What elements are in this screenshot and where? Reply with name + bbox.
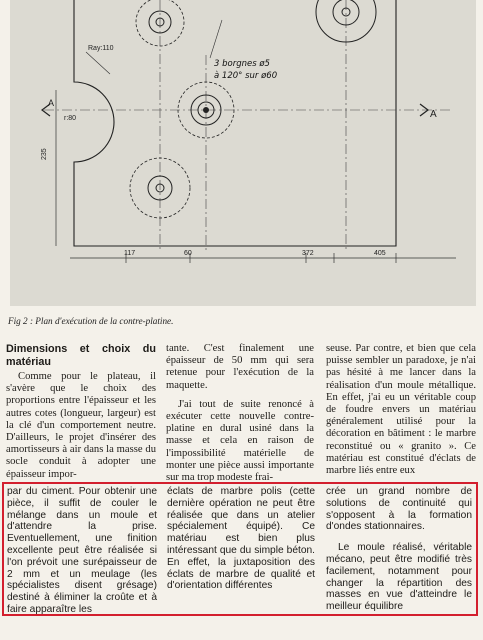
column-2 <box>166 343 314 484</box>
paragraph-col3: seuse. Par contre, et bien que cela puisse sembler un paradoxe, je n'ai pas hésité à me lancer dans la réalisation d'un moule métallique. En effet, j'ai eu un véritable coup de foudre envers un matériau généralement utilisé pour la décoration en bâtiment : le marbre reconstitué ou « granito ». Ce matériau est constitué d'éclats de marbre liés entre eux <box>326 343 476 477</box>
lower-column-1 <box>7 486 157 616</box>
contre-platine-plan <box>10 0 476 306</box>
column-3 <box>326 343 476 477</box>
paragraph-col1: Comme pour le plateau, il s'avère que le choix des proportions entre l'épaisseur et les autres cotes (longueur, largeur) est la clé d'un comportement neutre. D'ailleurs, le projet d'insérer des amortisseurs à air dans la masse du socle conduit à adopter une épaisseur impor- <box>6 371 156 480</box>
paragraph-lower-3b: Le moule réalisé, véritable mécano, peut être modifié très facilement, notamment pour changer la répartition des masses en vue d'atteindre le meilleur équilibre <box>326 542 472 613</box>
figure-caption: Fig 2 : Plan d'exécution de la contre-platine. <box>8 316 174 326</box>
bottom-dim-2: 60 <box>184 250 192 257</box>
paragraph-col2-b: J'ai tout de suite renoncé à exécuter cette nouvelle contre-platine en dural usiné dans la masse et cela en raison de l'impossibilité matérielle de monter une pièce aussi importante sur ma trop modeste frai- <box>166 398 314 484</box>
paragraph-col2-a: tante. C'est finalement une épaisseur de 50 mm qui sera retenue pour l'exécution de la maquette. <box>166 343 314 391</box>
section-heading: Dimensions et choix du matériau <box>6 343 156 368</box>
handwritten-note-line2: à 120° sur ø60 <box>214 71 278 81</box>
leader-radius <box>86 52 110 74</box>
section-label-right: A <box>430 109 437 120</box>
lower-column-3 <box>326 486 472 613</box>
bottom-dim-3: 372 <box>302 250 314 257</box>
section-label-left: A <box>48 98 55 108</box>
bottom-dim-4: 405 <box>374 250 386 257</box>
technical-drawing <box>10 0 476 306</box>
paragraph-lower-1: par du ciment. Pour obtenir une pièce, il suffit de couler le mélange dans un moule et d'attendre la prise. Eventuellement, une finition excellente peut être réalisée si l'on prévoit une surépaisseur de 2 mm et un meulage (les spécialistes disent grésage) destiné à éliminer la croûte et à faire apparaître les <box>7 486 157 615</box>
lower-column-2 <box>167 486 315 592</box>
paragraph-lower-2: éclats de marbre polis (cette dernière opération ne peut être réalisée que dans un atelier spécialement équipé). Ce matériau est bien plus intéressant que du simple béton. En effet, la juxtaposition des éclats de marbre de qualité et d'orientation différentes <box>167 486 315 592</box>
leader-handwritten <box>210 20 222 58</box>
radius-side-label: r:80 <box>64 115 77 122</box>
handwritten-note-line1: 3 borgnes ø5 <box>214 59 270 69</box>
plate-outline <box>74 0 396 246</box>
bottom-dim-1: 117 <box>124 250 136 257</box>
radius-top-label: Ray:110 <box>88 45 114 52</box>
left-dimension-label: 235 <box>41 148 48 160</box>
paragraph-lower-3a: crée un grand nombre de solutions de continuité qui s'opposent à la formation d'ondes stationnaires. <box>326 486 472 533</box>
column-1 <box>6 343 156 481</box>
